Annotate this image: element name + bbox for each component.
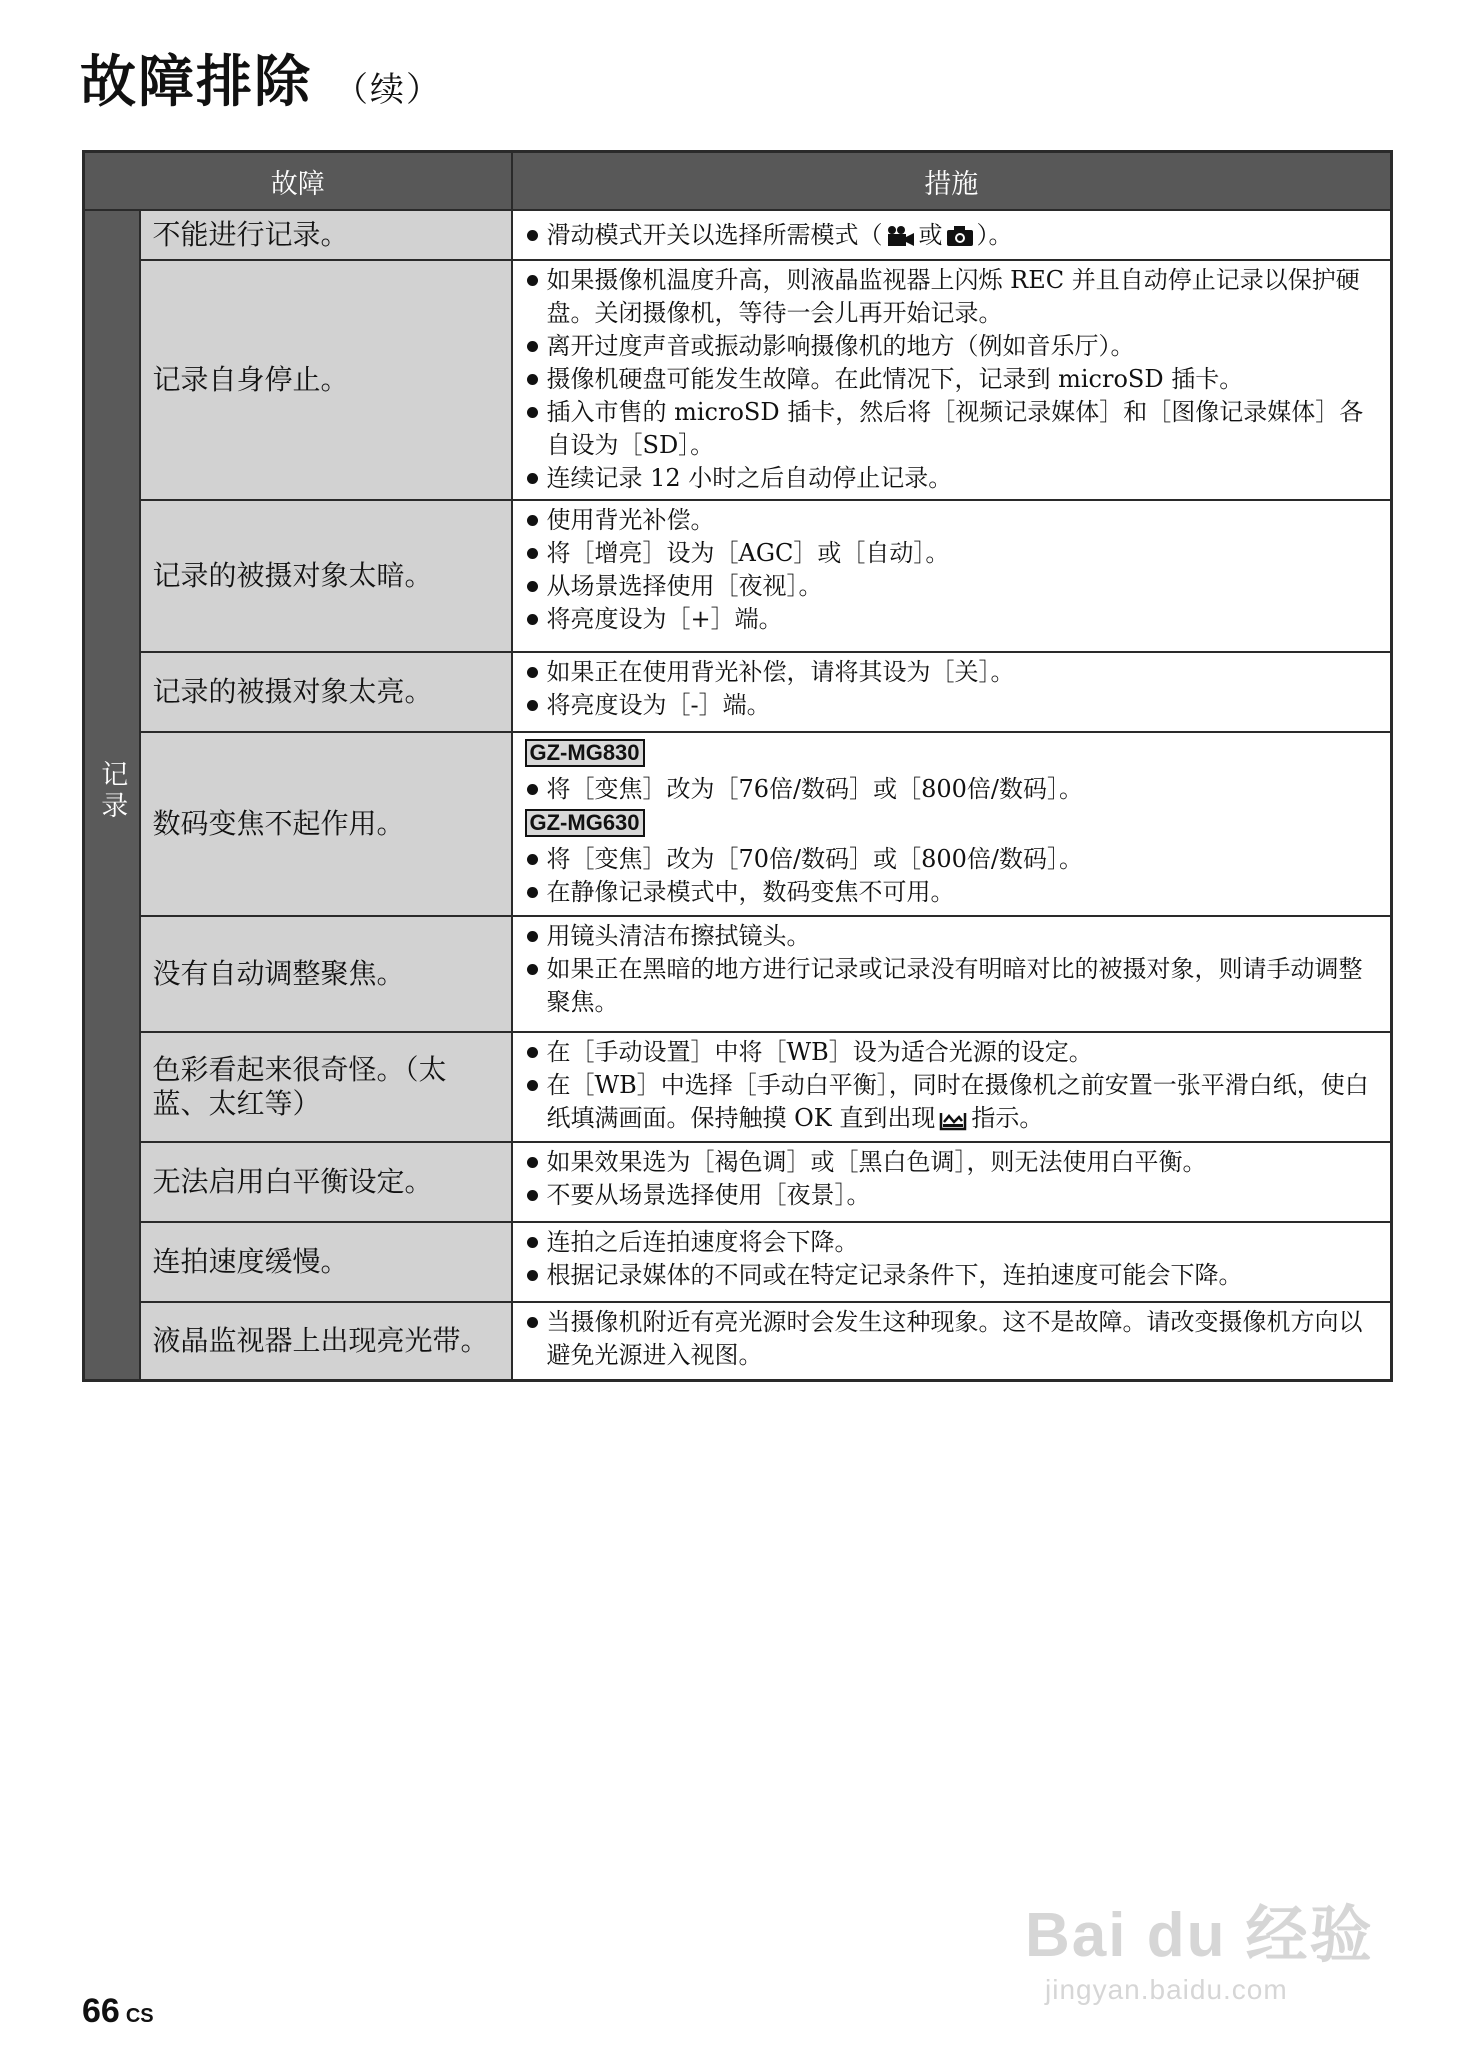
- action-cell: [512, 732, 1392, 916]
- list-item: 摄像机硬盘可能发生故障。在此情况下，记录到 microSD 插卡。: [525, 363, 1379, 396]
- table-row: [84, 1302, 1392, 1380]
- list-item: 将［变焦］改为［76倍/数码］或［800倍/数码］。: [525, 773, 1379, 806]
- action-cell: [512, 1142, 1392, 1222]
- list-item: 连续记录 12 小时之后自动停止记录。: [525, 462, 1379, 495]
- list-item: 插入市售的 microSD 插卡，然后将［视频记录媒体］和［图像记录媒体］各自设为［SD］。: [525, 396, 1379, 462]
- list-item: 将亮度设为［-］端。: [525, 689, 1379, 722]
- list-item: 如果摄像机温度升高，则液晶监视器上闪烁 REC 并且自动停止记录以保护硬盘。关闭摄像机，等待一会儿再开始记录。: [525, 264, 1379, 330]
- list-item: 如果效果选为［褐色调］或［黑白色调］，则无法使用白平衡。: [525, 1146, 1379, 1179]
- table-row: [84, 732, 1392, 916]
- table-row: [84, 1222, 1392, 1302]
- action-cell: [512, 1032, 1392, 1142]
- list-item: 在［手动设置］中将［WB］设为适合光源的设定。: [525, 1036, 1379, 1069]
- action-cell: [512, 1222, 1392, 1302]
- list-item: 用镜头清洁布擦拭镜头。: [525, 920, 1379, 953]
- list-item: 在静像记录模式中，数码变焦不可用。: [525, 876, 1379, 909]
- problem-cell: 数码变焦不起作用。: [140, 732, 512, 916]
- problem-cell: 无法启用白平衡设定。: [140, 1142, 512, 1222]
- problem-cell: 没有自动调整聚焦。: [140, 916, 512, 1032]
- problem-cell: 液晶监视器上出现亮光带。: [140, 1302, 512, 1380]
- problem-cell: 色彩看起来很奇怪。（太蓝、太红等）: [140, 1032, 512, 1142]
- action-cell: [512, 500, 1392, 652]
- list-item: 如果正在使用背光补偿，请将其设为［关］。: [525, 656, 1379, 689]
- table-row: [84, 1032, 1392, 1142]
- video-camera-icon: [886, 225, 916, 247]
- list-item: 不要从场景选择使用［夜景］。: [525, 1179, 1379, 1212]
- category-label: 记录: [84, 210, 140, 1380]
- table-row: [84, 1142, 1392, 1222]
- problem-cell: 连拍速度缓慢。: [140, 1222, 512, 1302]
- action-cell: [512, 1302, 1392, 1380]
- list-item: 从场景选择使用［夜视］。: [525, 570, 1379, 603]
- header-action: 措施: [512, 152, 1392, 211]
- table-row: [84, 916, 1392, 1032]
- troubleshooting-table: [82, 150, 1393, 1382]
- model-badge-mg630: GZ-MG630: [525, 809, 645, 837]
- list-item: 将亮度设为［+］端。: [525, 603, 1379, 636]
- problem-cell: 不能进行记录。: [140, 210, 512, 260]
- action-cell: [512, 916, 1392, 1032]
- page-footer: [82, 1992, 154, 2031]
- list-item: 离开过度声音或振动影响摄像机的地方（例如音乐厅）。: [525, 330, 1379, 363]
- language-code: CS: [125, 2005, 154, 2027]
- problem-cell: 记录自身停止。: [140, 260, 512, 500]
- list-item: 当摄像机附近有亮光源时会发生这种现象。这不是故障。请改变摄像机方向以避免光源进入视图。: [525, 1306, 1379, 1372]
- action-cell: [512, 652, 1392, 732]
- problem-cell: 记录的被摄对象太亮。: [140, 652, 512, 732]
- list-item: 滑动模式开关以选择所需模式（ 或 ）。: [525, 219, 1379, 252]
- model-badge-mg830: GZ-MG830: [525, 739, 645, 767]
- still-camera-icon: [946, 225, 974, 247]
- page-number: 66: [82, 1992, 120, 2030]
- watermark-brand: Bai du 经验: [1025, 1901, 1374, 1970]
- table-row: [84, 260, 1392, 500]
- table-row: [84, 210, 1392, 260]
- watermark-url: jingyan.baidu.com: [1045, 1974, 1288, 2005]
- list-item: 根据记录媒体的不同或在特定记录条件下，连拍速度可能会下降。: [525, 1259, 1379, 1292]
- list-item: 连拍之后连拍速度将会下降。: [525, 1226, 1379, 1259]
- list-item: 将［增亮］设为［AGC］或［自动］。: [525, 537, 1379, 570]
- header-problem: 故障: [84, 152, 512, 211]
- list-item: 如果正在黑暗的地方进行记录或记录没有明暗对比的被摄对象，则请手动调整聚焦。: [525, 953, 1379, 1019]
- page-subtitle: （续）: [334, 70, 442, 110]
- action-cell: [512, 260, 1392, 500]
- baidu-watermark: [1025, 1885, 1374, 2006]
- list-item: 将［变焦］改为［70倍/数码］或［800倍/数码］。: [525, 843, 1379, 876]
- list-item: 在［WB］中选择［手动白平衡］，同时在摄像机之前安置一张平滑白纸，使白纸填满画面。保持触摸 OK 直到出现 指示。: [525, 1069, 1379, 1135]
- list-item: 使用背光补偿。: [525, 504, 1379, 537]
- table-row: [84, 500, 1392, 652]
- action-cell: [512, 210, 1392, 260]
- white-balance-icon: [938, 1109, 968, 1131]
- table-header-row: [84, 152, 1392, 211]
- problem-cell: 记录的被摄对象太暗。: [140, 500, 512, 652]
- page-title: 故障排除 （续）: [80, 50, 442, 115]
- table-row: [84, 652, 1392, 732]
